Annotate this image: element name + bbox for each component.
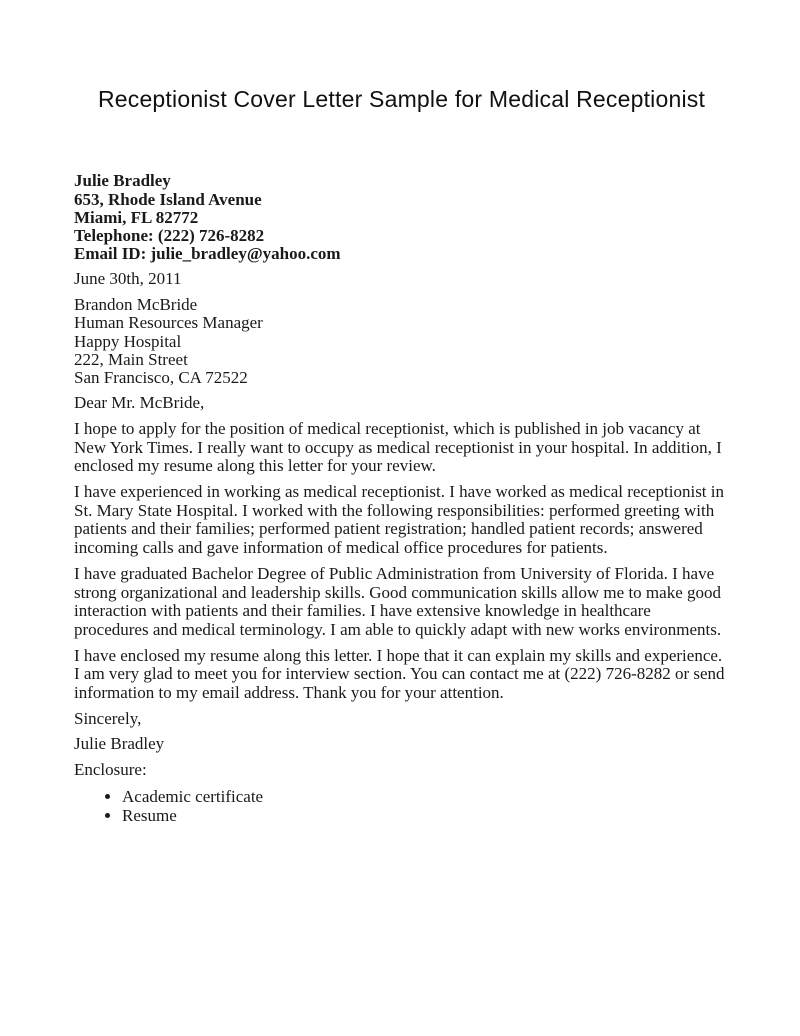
sender-name: Julie Bradley	[74, 171, 171, 191]
recipient-address-line2: San Francisco, CA 72522	[74, 367, 248, 387]
recipient-block	[74, 296, 729, 387]
salutation: Dear Mr. McBride,	[74, 393, 205, 413]
recipient-job-title: Human Resources Manager	[74, 313, 263, 333]
sender-block	[74, 172, 729, 263]
sender-address-line1: 653, Rhode Island Avenue	[74, 189, 262, 209]
paragraph-closing: I have enclosed my resume along this letter. I hope that it can explain my skills and experience. I am very glad to meet you for interview section. You can contact me at (222) 726-8282 or send information to my email address. Thank you for your attention.	[74, 645, 725, 703]
recipient-name: Brandon McBride	[74, 295, 198, 315]
sender-email: Email ID: julie_bradley@yahoo.com	[74, 244, 341, 264]
enclosure-item-resume: • Resume	[122, 806, 729, 826]
paragraph-intro: I hope to apply for the position of medical receptionist, which is published in job vacancy at New York Times. I really want to occupy as medical receptionist in your hospital. In addition, I enclosed my resume along this letter for your review.	[74, 418, 722, 476]
enclosure-label: Enclosure:	[74, 760, 147, 780]
paragraph-experience: I have experienced in working as medical receptionist. I have worked as medical receptionist in St. Mary State Hospital. I worked with the following responsibilities: performed greeting with patients and their families; performed patient registration; handled patient records; answered incoming calls and gave information of medical office procedures for patients.	[74, 481, 725, 558]
signoff: Sincerely,	[74, 708, 142, 728]
signature: Julie Bradley	[74, 734, 165, 754]
sender-telephone: Telephone: (222) 726-8282	[74, 226, 265, 246]
enclosure-item-academic-certificate: • Academic certificate	[122, 787, 729, 807]
paragraph-education: I have graduated Bachelor Degree of Public Administration from University of Florida. I have strong organizational and leadership skills. Good communication skills allow me to make good interaction with patients and their families. I have extensive knowledge in healthcare procedures and medical terminology. I am able to quickly adapt with new works environments.	[74, 563, 722, 639]
enclosure-list	[74, 787, 729, 826]
sender-address-line2: Miami, FL 82772	[74, 207, 199, 227]
recipient-address-line1: 222, Main Street	[74, 349, 188, 369]
letter-body	[74, 172, 729, 825]
page-title: Receptionist Cover Letter Sample for Medical Receptionist	[97, 86, 706, 112]
recipient-company: Happy Hospital	[74, 331, 182, 351]
letter-date: June 30th, 2011	[74, 269, 182, 289]
